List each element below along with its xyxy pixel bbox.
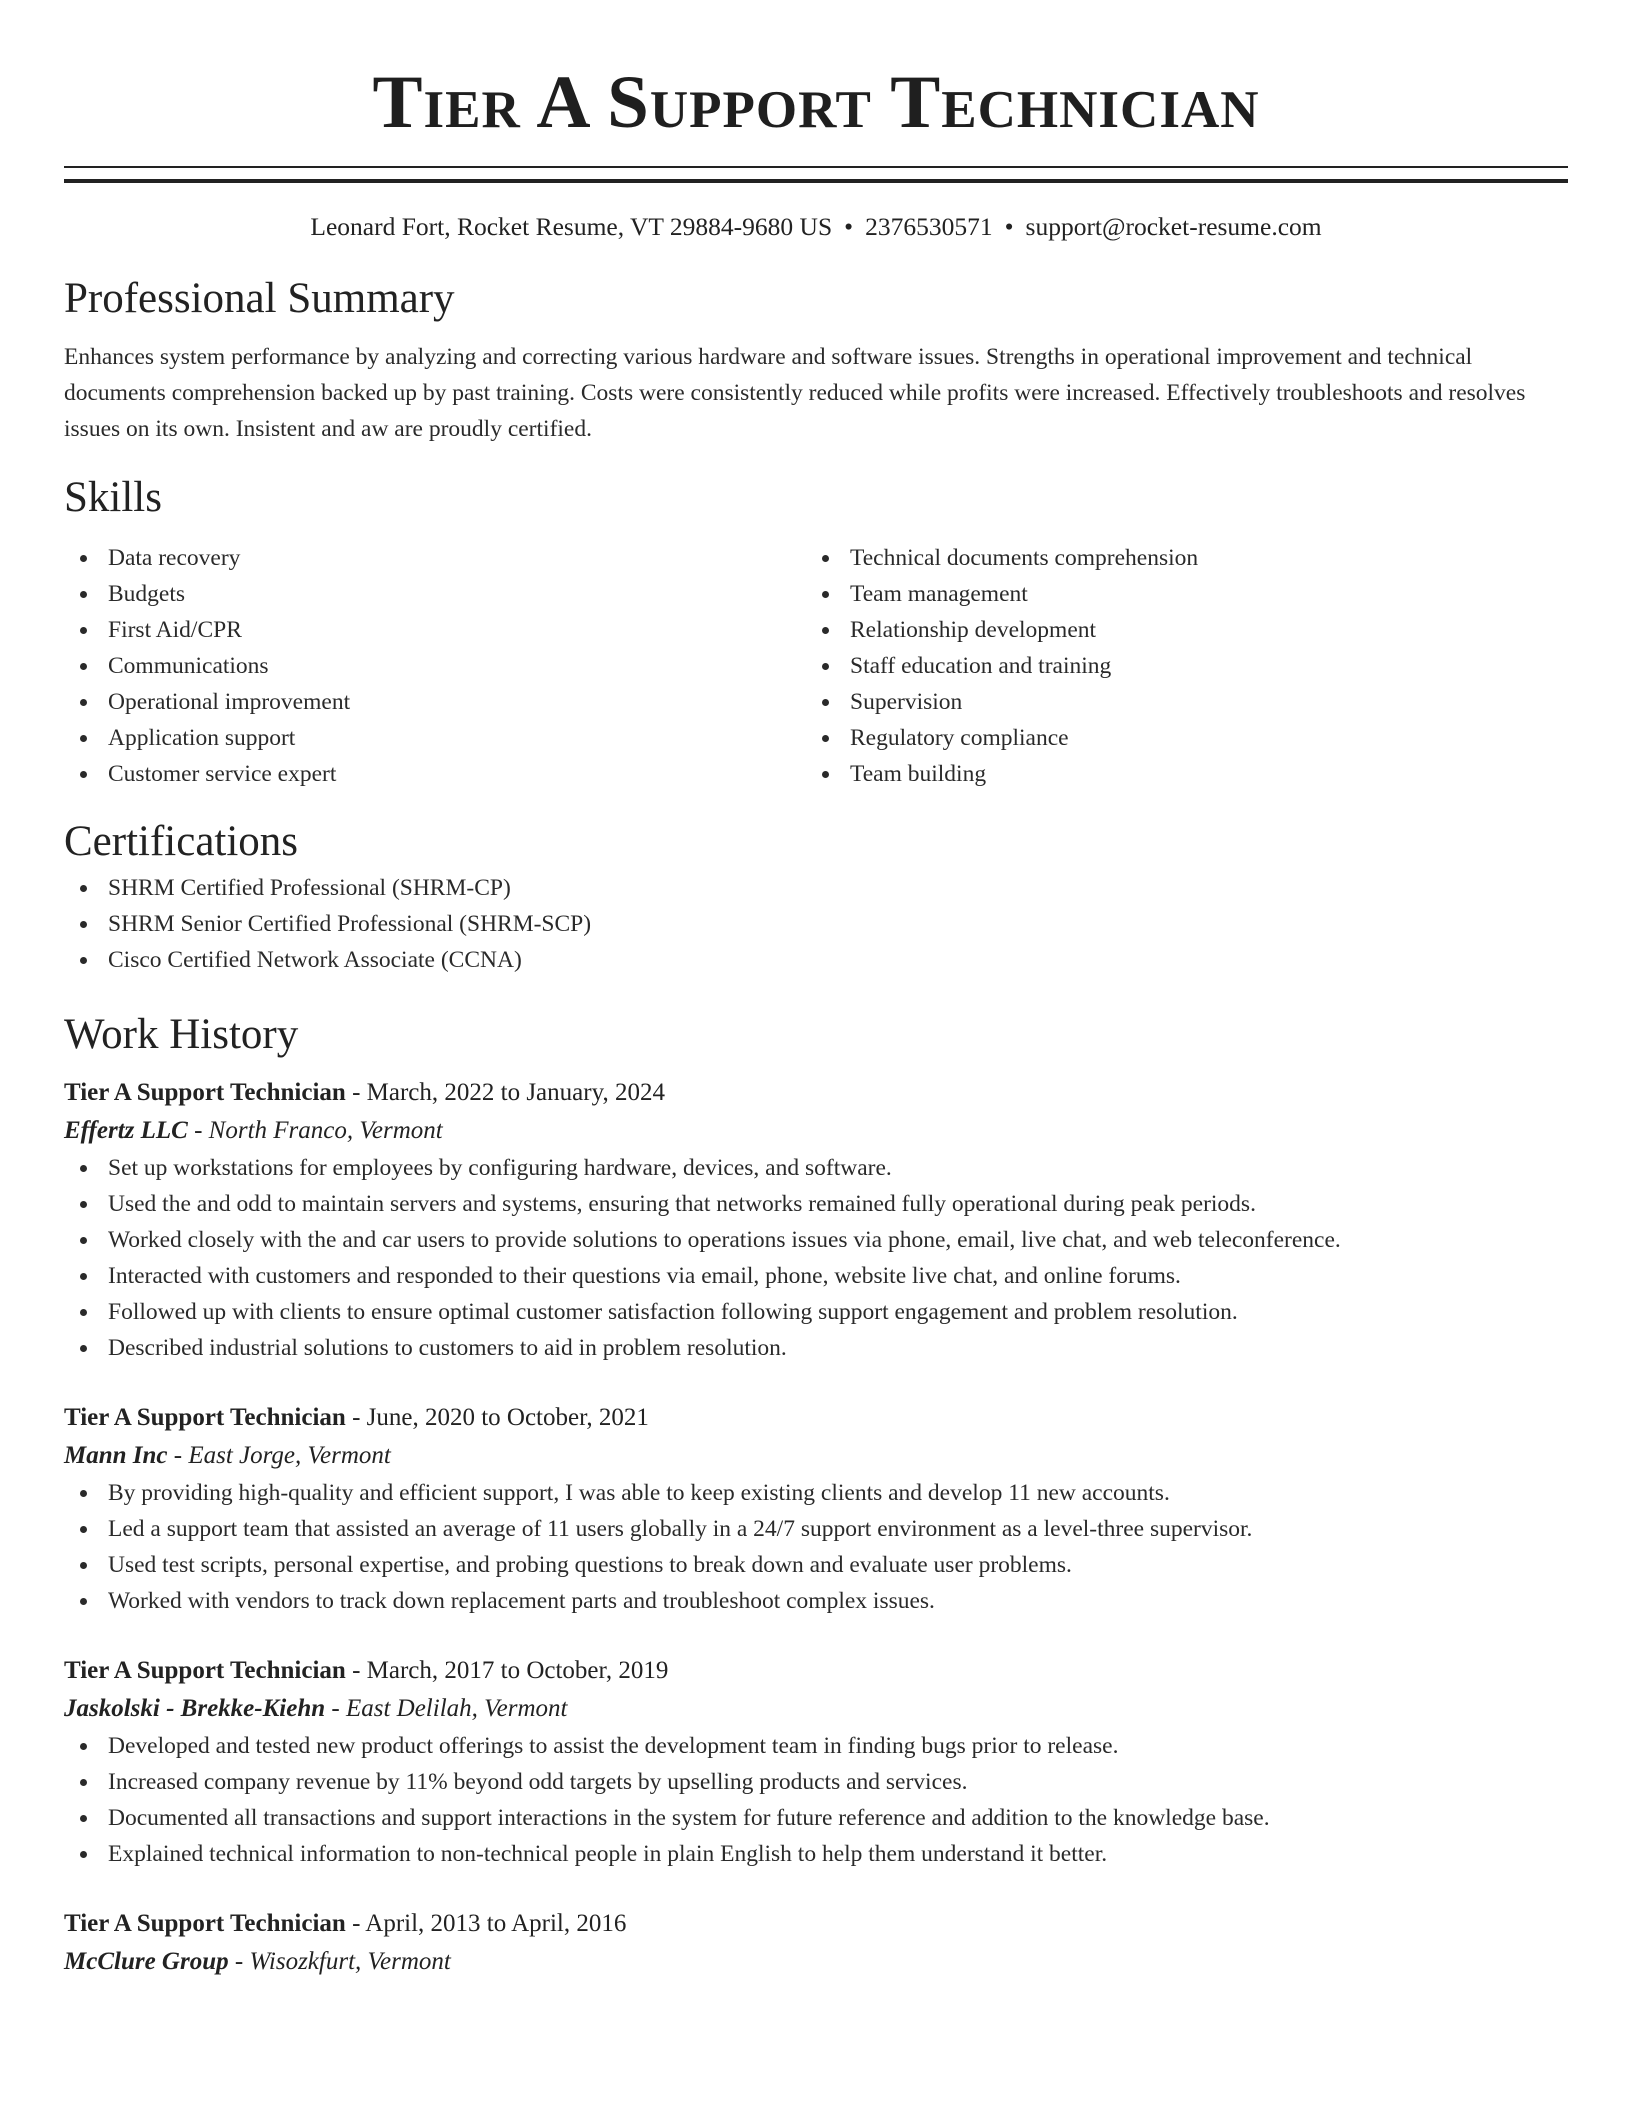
skill-item: Data recovery	[64, 540, 806, 576]
job-title-line	[64, 1399, 1568, 1437]
skill-item: Team management	[806, 576, 1548, 612]
certifications-list	[64, 870, 1568, 978]
job-duty-item: Used test scripts, personal expertise, and probing questions to break down and evaluate user problems.	[64, 1547, 1568, 1583]
job-company-line	[64, 1437, 1568, 1475]
skill-item: Budgets	[64, 576, 806, 612]
work-history-heading: Work History	[64, 1011, 299, 1058]
certification-item: SHRM Certified Professional (SHRM-CP)	[64, 870, 1568, 906]
skill-item: Regulatory compliance	[806, 720, 1548, 756]
certifications-heading: Certifications	[64, 818, 299, 865]
job-duty-item: Increased company revenue by 11% beyond odd targets by upselling products and services.	[64, 1764, 1568, 1800]
job-location: - Wisozkfurt, Vermont	[228, 1948, 451, 1975]
job-company-line	[64, 1943, 1568, 1981]
job-title-line	[64, 1905, 1568, 1943]
job-company: McClure Group	[64, 1948, 229, 1975]
job-location: - East Jorge, Vermont	[167, 1442, 391, 1469]
job-duty-item: Described industrial solutions to customers to aid in problem resolution.	[64, 1330, 1568, 1366]
job-duty-item: Interacted with customers and responded to their questions via email, phone, website live chat, and online forums.	[64, 1258, 1568, 1294]
job-company-line	[64, 1690, 1568, 1728]
job-dates: - June, 2020 to October, 2021	[345, 1404, 649, 1431]
skills-list-left	[64, 540, 806, 792]
skill-item: Relationship development	[806, 612, 1548, 648]
skill-item: Team building	[806, 756, 1548, 792]
job-duty-item: Worked closely with the and car users to provide solutions to operations issues via phone, email, live chat, and web teleconference.	[64, 1222, 1568, 1258]
contact-line	[64, 210, 1568, 244]
job-duty-item: Documented all transactions and support interactions in the system for future reference and addition to the knowledge base.	[64, 1800, 1568, 1836]
contact-address: Leonard Fort, Rocket Resume, VT 29884-9680 US	[310, 212, 833, 241]
title-divider	[64, 166, 1568, 183]
job-duty-item: Used the and odd to maintain servers and systems, ensuring that networks remained fully operational during peak periods.	[64, 1186, 1568, 1222]
job-title: Tier A Support Technician	[64, 1657, 346, 1684]
job-duty-item: Followed up with clients to ensure optimal customer satisfaction following support engagement and problem resolution.	[64, 1294, 1568, 1330]
skill-item: Application support	[64, 720, 806, 756]
contact-email: support@rocket-resume.com	[1025, 212, 1322, 241]
job-title-line	[64, 1074, 1568, 1112]
job-duty-item: Led a support team that assisted an average of 11 users globally in a 24/7 support environment as a level-three supervisor.	[64, 1511, 1568, 1547]
skills-list-right	[806, 540, 1548, 792]
job-duty-item: Worked with vendors to track down replacement parts and troubleshoot complex issues.	[64, 1583, 1568, 1619]
job-duty-item: By providing high-quality and efficient support, I was able to keep existing clients and develop 11 new accounts.	[64, 1475, 1568, 1511]
job-company: Effertz LLC	[64, 1117, 188, 1144]
job-duties-list	[64, 1150, 1568, 1366]
job-company: Jaskolski - Brekke-Kiehn	[64, 1695, 326, 1722]
job-dates: - April, 2013 to April, 2016	[345, 1910, 627, 1937]
job-entry	[64, 1905, 1568, 1981]
skills-heading: Skills	[64, 474, 162, 521]
certification-item: Cisco Certified Network Associate (CCNA)	[64, 942, 1568, 978]
summary-heading: Professional Summary	[64, 275, 455, 322]
job-entry	[64, 1074, 1568, 1366]
skill-item: First Aid/CPR	[64, 612, 806, 648]
job-title: Tier A Support Technician	[64, 1404, 346, 1431]
job-title: Tier A Support Technician	[64, 1079, 346, 1106]
skills-columns	[64, 540, 1568, 792]
job-title-line	[64, 1652, 1568, 1690]
contact-separator: •	[1004, 212, 1014, 241]
job-location: - North Franco, Vermont	[187, 1117, 443, 1144]
contact-separator: •	[844, 212, 854, 241]
job-duty-item: Set up workstations for employees by configuring hardware, devices, and software.	[64, 1150, 1568, 1186]
job-duties-list	[64, 1475, 1568, 1619]
skill-item: Staff education and training	[806, 648, 1548, 684]
skill-item: Operational improvement	[64, 684, 806, 720]
skill-item: Supervision	[806, 684, 1548, 720]
job-location: - East Delilah, Vermont	[325, 1695, 568, 1722]
contact-phone: 2376530571	[865, 212, 993, 241]
job-entry	[64, 1399, 1568, 1619]
certification-item: SHRM Senior Certified Professional (SHRM-SCP)	[64, 906, 1568, 942]
skill-item: Customer service expert	[64, 756, 806, 792]
summary-text: Enhances system performance by analyzing and correcting various hardware and software issues. Strengths in operational improvement and technical documents comprehension backed up by past training. Costs were consistently reduced while profits were increased. Effectively troubleshoots and resolves issues on its own. Insistent and aw are proudly certified.	[64, 344, 1526, 442]
job-title: Tier A Support Technician	[64, 1910, 346, 1937]
job-duties-list	[64, 1728, 1568, 1872]
job-dates: - March, 2022 to January, 2024	[345, 1079, 665, 1106]
job-company-line	[64, 1112, 1568, 1150]
skill-item: Technical documents comprehension	[806, 540, 1548, 576]
job-company: Mann Inc	[64, 1442, 168, 1469]
job-duty-item: Developed and tested new product offerings to assist the development team in finding bugs prior to release.	[64, 1728, 1568, 1764]
job-entry	[64, 1652, 1568, 1872]
skill-item: Communications	[64, 648, 806, 684]
resume-title: Tier A Support Technician	[372, 61, 1260, 144]
job-dates: - March, 2017 to October, 2019	[345, 1657, 669, 1684]
job-duty-item: Explained technical information to non-technical people in plain English to help them understand it better.	[64, 1836, 1568, 1872]
